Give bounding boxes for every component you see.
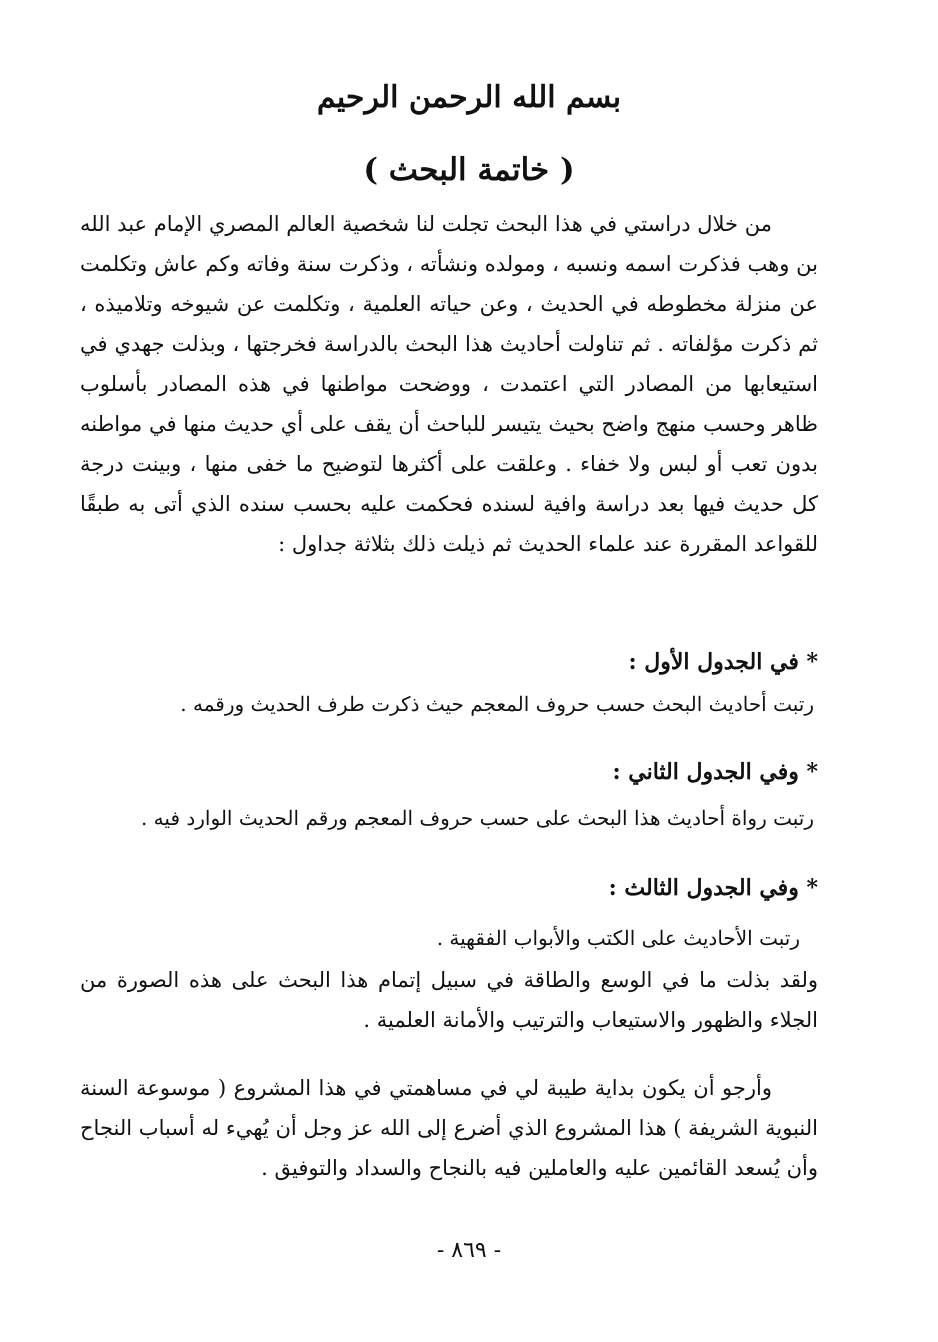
table3-description: رتبت الأحاديث على الكتب والأبواب الفقهية . xyxy=(436,926,800,950)
table1-heading: * في الجدول الأول : xyxy=(628,649,818,675)
intro-paragraph: من خلال دراستي في هذا البحث تجلت لنا شخصية العالم المصري الإمام عبد الله بن وهب فذكرت اسمه ونسبه ، ومولده ونشأته ، وذكرت سنة وفاته وكم عاش وتكلمت عن منزلة مخطوطه في الحديث ، وعن حياته العلمية ، وتكلمت عن شيوخه وتلاميذه ، ثم ذكرت مؤلفاته . ثم تناولت أحاديث هذا البحث بالدراسة فخرجتها ، وبذلت جهدي في استيعابها من المصادر التي اعتمدت ، ووضحت مواطنها في هذه المصادر بأسلوب ظاهر وحسب منهج واضح بحيث يتيسر للباحث أن يقف على أي حديث منها في مواطنه بدون تعب أو لبس ولا خفاء . وعلقت على أكثرها لتوضيح ما خفى منها ، وبينت درجة كل حديث فيها بعد دراسة وافية لسنده فحكمت عليه بحسب سنده الذي أتى به طبقًا للقواعد المقررة عند علماء الحديث ثم ذيلت ذلك بثلاثة جداول : xyxy=(80,212,818,556)
table2-heading: * وفي الجدول الثاني : xyxy=(612,759,818,785)
basmala-heading: بسم الله الرحمن الرحيم xyxy=(316,80,622,115)
table2-description: رتبت رواة أحاديث هذا البحث على حسب حروف المعجم ورقم الحديث الوارد فيه . xyxy=(140,806,814,830)
effort-paragraph: ولقد بذلت ما في الوسع والطاقة في سبيل إتمام هذا البحث على هذه الصورة من الجلاء والظهور والاستيعاب والترتيب والأمانة العلمية . xyxy=(80,968,818,1032)
hope-paragraph: وأرجو أن يكون بداية طيبة لي في مساهمتي في هذا المشروع ( موسوعة السنة النبوية الشريفة ) هذا المشروع الذي أضرع إلى الله عز وجل أن يُهيء له أسباب النجاح وأن يُسعد القائمين عليه والعاملين فيه بالنجاح والسداد والتوفيق . xyxy=(80,1076,818,1180)
page-title: ( خاتمة البحث ) xyxy=(363,152,575,188)
table1-description: رتبت أحاديث البحث حسب حروف المعجم حيث ذكرت طرف الحديث ورقمه . xyxy=(180,692,814,716)
table3-heading: * وفي الجدول الثالث : xyxy=(608,875,818,901)
page-number: - ٨٦٩ - xyxy=(436,1238,502,1263)
